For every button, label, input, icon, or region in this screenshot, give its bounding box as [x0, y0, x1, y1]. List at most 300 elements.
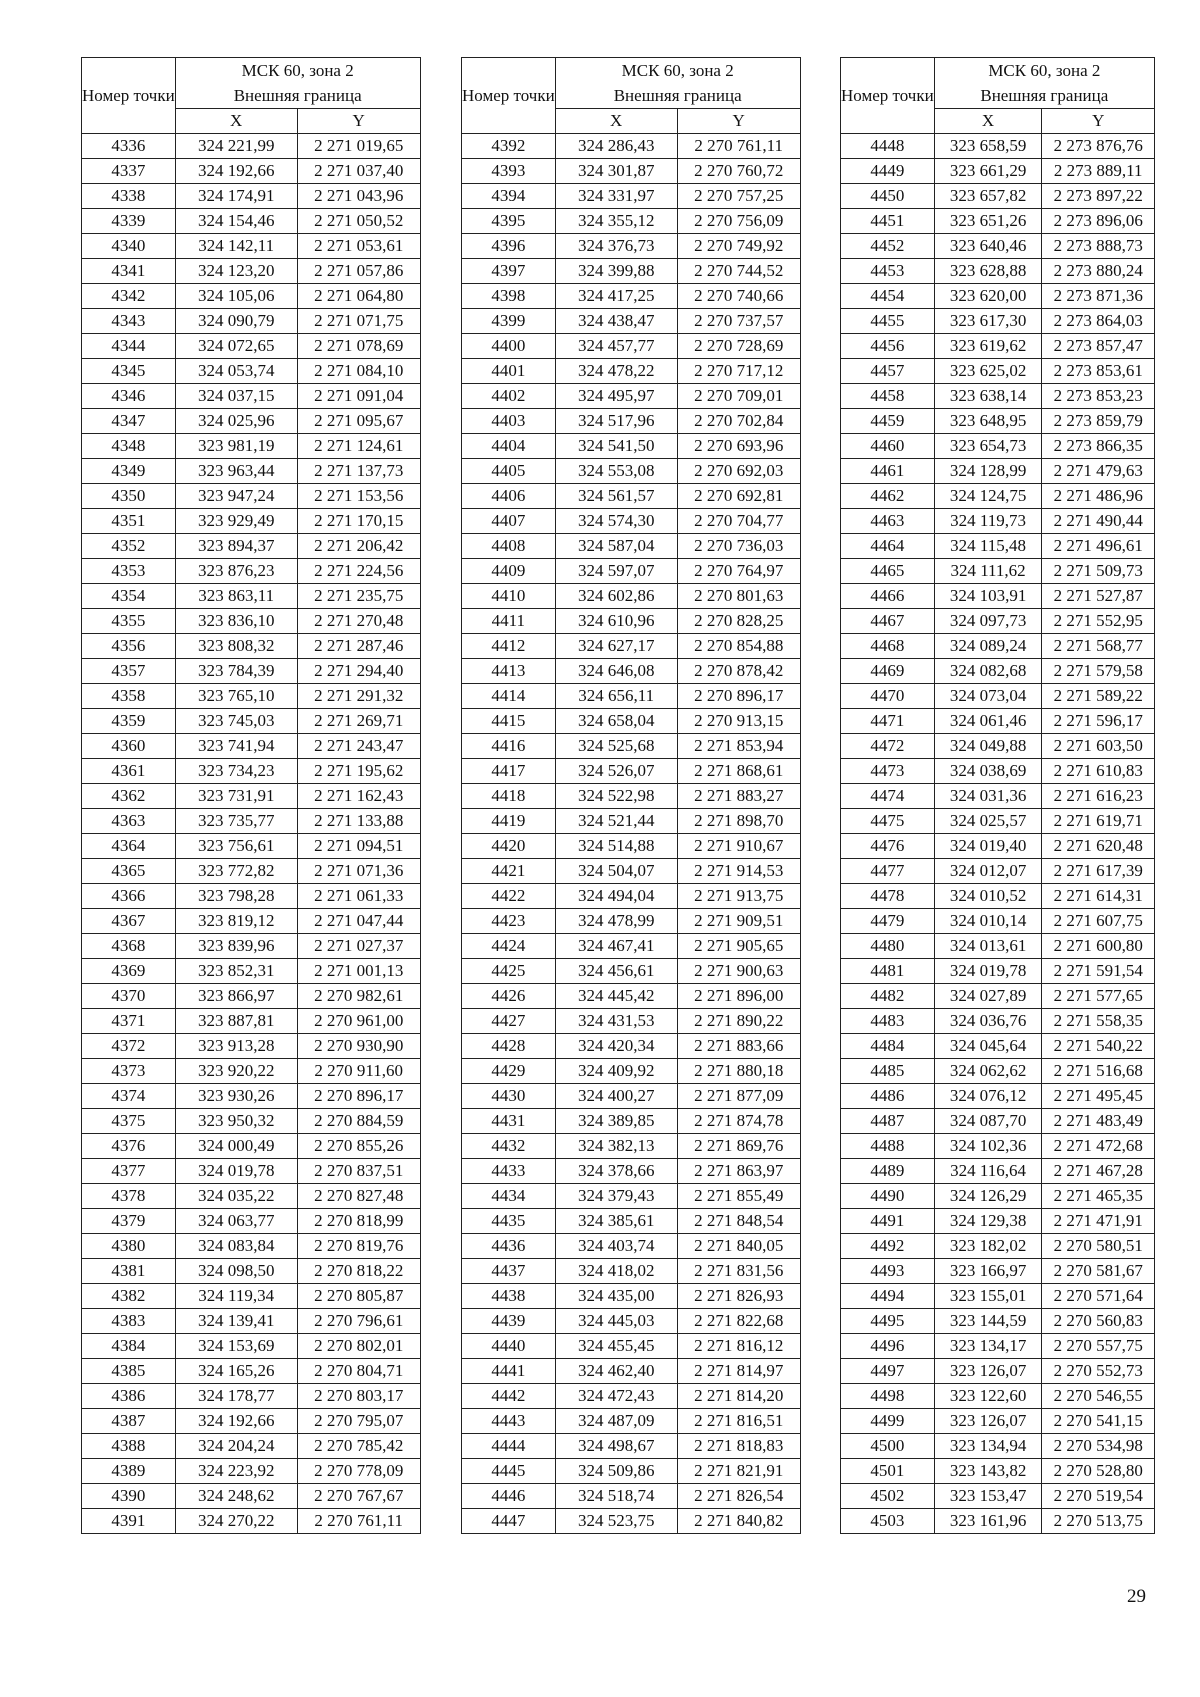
point-number-cell: 4360 [82, 734, 176, 759]
point-number-header: Номер точки [462, 58, 556, 134]
table-row [841, 1334, 1155, 1359]
y-coordinate-cell: 2 271 589,22 [1042, 684, 1155, 709]
table-row [82, 434, 421, 459]
y-coordinate-cell: 2 271 516,68 [1042, 1059, 1155, 1084]
point-number-cell: 4380 [82, 1234, 176, 1259]
x-coordinate-cell: 323 648,95 [934, 409, 1042, 434]
y-coordinate-cell: 2 270 778,09 [297, 1459, 420, 1484]
y-coordinate-cell: 2 271 853,94 [677, 734, 800, 759]
x-coordinate-cell: 324 063,77 [175, 1209, 297, 1234]
point-number-cell: 4491 [841, 1209, 935, 1234]
point-number-cell: 4489 [841, 1159, 935, 1184]
point-number-cell: 4353 [82, 559, 176, 584]
point-number-cell: 4403 [462, 409, 556, 434]
point-number-cell: 4379 [82, 1209, 176, 1234]
table-row [841, 1284, 1155, 1309]
table-row [841, 1459, 1155, 1484]
y-coordinate-cell: 2 273 880,24 [1042, 259, 1155, 284]
x-coordinate-cell: 324 049,88 [934, 734, 1042, 759]
table-body [841, 134, 1155, 1534]
point-number-cell: 4340 [82, 234, 176, 259]
point-number-cell: 4339 [82, 209, 176, 234]
point-number-cell: 4481 [841, 959, 935, 984]
table-row [841, 709, 1155, 734]
table-row [82, 359, 421, 384]
y-coordinate-cell: 2 270 767,67 [297, 1484, 420, 1509]
table-row [841, 459, 1155, 484]
table-row [82, 484, 421, 509]
point-number-cell: 4452 [841, 234, 935, 259]
y-coordinate-cell: 2 270 801,63 [677, 584, 800, 609]
x-coordinate-cell: 323 731,91 [175, 784, 297, 809]
table-row [841, 1084, 1155, 1109]
x-coordinate-cell: 323 619,62 [934, 334, 1042, 359]
x-coordinate-cell: 324 221,99 [175, 134, 297, 159]
point-number-cell: 4483 [841, 1009, 935, 1034]
y-coordinate-cell: 2 271 552,95 [1042, 609, 1155, 634]
x-coordinate-cell: 323 981,19 [175, 434, 297, 459]
point-number-cell: 4479 [841, 909, 935, 934]
table-row [462, 359, 801, 384]
point-number-cell: 4369 [82, 959, 176, 984]
y-coordinate-cell: 2 273 866,35 [1042, 434, 1155, 459]
x-coordinate-cell: 324 602,86 [555, 584, 677, 609]
point-number-cell: 4367 [82, 909, 176, 934]
x-coordinate-cell: 323 963,44 [175, 459, 297, 484]
table-row [462, 634, 801, 659]
y-coordinate-cell: 2 270 911,60 [297, 1059, 420, 1084]
x-coordinate-cell: 324 456,61 [555, 959, 677, 984]
point-number-cell: 4503 [841, 1509, 935, 1534]
table-row [82, 584, 421, 609]
point-number-cell: 4400 [462, 334, 556, 359]
y-coordinate-cell: 2 271 568,77 [1042, 634, 1155, 659]
x-coordinate-cell: 324 385,61 [555, 1209, 677, 1234]
point-number-cell: 4466 [841, 584, 935, 609]
table-row [462, 209, 801, 234]
y-coordinate-cell: 2 271 610,83 [1042, 759, 1155, 784]
y-coordinate-cell: 2 271 558,35 [1042, 1009, 1155, 1034]
y-coordinate-cell: 2 270 878,42 [677, 659, 800, 684]
x-coordinate-cell: 324 098,50 [175, 1259, 297, 1284]
y-coordinate-cell: 2 271 607,75 [1042, 909, 1155, 934]
y-coordinate-cell: 2 270 552,73 [1042, 1359, 1155, 1384]
y-coordinate-cell: 2 270 982,61 [297, 984, 420, 1009]
y-coordinate-cell: 2 273 853,23 [1042, 384, 1155, 409]
table-row [841, 1359, 1155, 1384]
x-coordinate-cell: 324 128,99 [934, 459, 1042, 484]
y-coordinate-cell: 2 270 692,03 [677, 459, 800, 484]
y-coordinate-cell: 2 271 170,15 [297, 509, 420, 534]
table-row [462, 1284, 801, 1309]
point-number-cell: 4414 [462, 684, 556, 709]
table-row [841, 1509, 1155, 1534]
table-row [462, 434, 801, 459]
table-row [841, 1059, 1155, 1084]
y-coordinate-cell: 2 271 913,75 [677, 884, 800, 909]
point-number-header: Номер точки [841, 58, 935, 134]
point-number-cell: 4363 [82, 809, 176, 834]
x-coordinate-cell: 323 161,96 [934, 1509, 1042, 1534]
y-coordinate-cell: 2 270 804,71 [297, 1359, 420, 1384]
point-number-cell: 4472 [841, 734, 935, 759]
y-header: Y [297, 109, 420, 134]
x-coordinate-cell: 324 129,38 [934, 1209, 1042, 1234]
point-number-cell: 4386 [82, 1384, 176, 1409]
x-coordinate-cell: 324 019,78 [934, 959, 1042, 984]
table-row [462, 709, 801, 734]
y-header: Y [1042, 109, 1155, 134]
table-row [841, 1209, 1155, 1234]
y-coordinate-cell: 2 271 479,63 [1042, 459, 1155, 484]
x-coordinate-cell: 324 089,24 [934, 634, 1042, 659]
point-number-cell: 4459 [841, 409, 935, 434]
x-coordinate-cell: 324 153,69 [175, 1334, 297, 1359]
table-row [82, 659, 421, 684]
table-row [462, 734, 801, 759]
y-coordinate-cell: 2 271 235,75 [297, 584, 420, 609]
y-coordinate-cell: 2 270 692,81 [677, 484, 800, 509]
point-number-cell: 4387 [82, 1409, 176, 1434]
y-coordinate-cell: 2 270 528,80 [1042, 1459, 1155, 1484]
table-row [462, 284, 801, 309]
coordinates-table-2 [461, 57, 801, 1534]
point-number-cell: 4442 [462, 1384, 556, 1409]
table-row [462, 259, 801, 284]
point-number-cell: 4357 [82, 659, 176, 684]
x-coordinate-cell: 324 192,66 [175, 159, 297, 184]
y-coordinate-cell: 2 271 540,22 [1042, 1034, 1155, 1059]
point-number-cell: 4453 [841, 259, 935, 284]
table-row [82, 134, 421, 159]
x-coordinate-cell: 324 124,75 [934, 484, 1042, 509]
x-coordinate-cell: 323 741,94 [175, 734, 297, 759]
y-coordinate-cell: 2 271 619,71 [1042, 809, 1155, 834]
point-number-cell: 4424 [462, 934, 556, 959]
table-row [462, 1059, 801, 1084]
x-coordinate-cell: 324 355,12 [555, 209, 677, 234]
table-row [841, 1484, 1155, 1509]
x-coordinate-cell: 324 019,78 [175, 1159, 297, 1184]
point-number-cell: 4439 [462, 1309, 556, 1334]
y-coordinate-cell: 2 271 509,73 [1042, 559, 1155, 584]
point-number-cell: 4485 [841, 1059, 935, 1084]
table-row [841, 484, 1155, 509]
x-coordinate-cell: 324 165,26 [175, 1359, 297, 1384]
point-number-cell: 4457 [841, 359, 935, 384]
x-coordinate-cell: 323 153,47 [934, 1484, 1042, 1509]
table-row [841, 859, 1155, 884]
x-coordinate-cell: 324 025,96 [175, 409, 297, 434]
x-coordinate-cell: 323 819,12 [175, 909, 297, 934]
point-number-cell: 4468 [841, 634, 935, 659]
point-number-cell: 4378 [82, 1184, 176, 1209]
x-coordinate-cell: 324 400,27 [555, 1084, 677, 1109]
x-coordinate-cell: 324 504,07 [555, 859, 677, 884]
point-number-cell: 4364 [82, 834, 176, 859]
point-number-cell: 4402 [462, 384, 556, 409]
point-number-cell: 4440 [462, 1334, 556, 1359]
point-number-cell: 4406 [462, 484, 556, 509]
x-coordinate-cell: 323 651,26 [934, 209, 1042, 234]
x-coordinate-cell: 324 076,12 [934, 1084, 1042, 1109]
x-coordinate-cell: 324 478,22 [555, 359, 677, 384]
point-number-cell: 4391 [82, 1509, 176, 1534]
point-number-cell: 4486 [841, 1084, 935, 1109]
x-coordinate-cell: 324 139,41 [175, 1309, 297, 1334]
point-number-cell: 4493 [841, 1259, 935, 1284]
x-coordinate-cell: 324 487,09 [555, 1409, 677, 1434]
y-coordinate-cell: 2 271 814,20 [677, 1384, 800, 1409]
x-coordinate-cell: 323 852,31 [175, 959, 297, 984]
table-row [841, 434, 1155, 459]
x-coordinate-cell: 324 111,62 [934, 559, 1042, 584]
table-row [462, 159, 801, 184]
point-number-cell: 4352 [82, 534, 176, 559]
table-row [82, 1109, 421, 1134]
y-coordinate-cell: 2 270 961,00 [297, 1009, 420, 1034]
table-row [82, 1434, 421, 1459]
table-row [462, 784, 801, 809]
y-coordinate-cell: 2 273 853,61 [1042, 359, 1155, 384]
point-number-cell: 4418 [462, 784, 556, 809]
coord-system-header: МСК 60, зона 2 Внешняя граница [175, 58, 420, 109]
x-coordinate-cell: 324 119,73 [934, 509, 1042, 534]
x-coordinate-cell: 324 072,65 [175, 334, 297, 359]
page-number: 29 [1127, 1586, 1146, 1607]
y-coordinate-cell: 2 273 857,47 [1042, 334, 1155, 359]
y-coordinate-cell: 2 271 495,45 [1042, 1084, 1155, 1109]
x-coordinate-cell: 324 038,69 [934, 759, 1042, 784]
x-coordinate-cell: 324 656,11 [555, 684, 677, 709]
y-coordinate-cell: 2 273 889,11 [1042, 159, 1155, 184]
point-number-cell: 4371 [82, 1009, 176, 1034]
point-number-cell: 4448 [841, 134, 935, 159]
point-number-cell: 4420 [462, 834, 556, 859]
table-row [841, 534, 1155, 559]
table-row [82, 759, 421, 784]
table-row [841, 1159, 1155, 1184]
table-row [841, 1009, 1155, 1034]
point-number-cell: 4431 [462, 1109, 556, 1134]
y-coordinate-cell: 2 270 764,97 [677, 559, 800, 584]
x-coordinate-cell: 323 134,94 [934, 1434, 1042, 1459]
point-number-cell: 4398 [462, 284, 556, 309]
table-row [462, 1209, 801, 1234]
point-number-cell: 4495 [841, 1309, 935, 1334]
point-number-cell: 4368 [82, 934, 176, 959]
table-row [841, 1184, 1155, 1209]
x-coordinate-cell: 324 431,53 [555, 1009, 677, 1034]
point-number-cell: 4427 [462, 1009, 556, 1034]
point-number-cell: 4370 [82, 984, 176, 1009]
x-coordinate-cell: 323 947,24 [175, 484, 297, 509]
x-coordinate-cell: 323 836,10 [175, 609, 297, 634]
point-number-cell: 4500 [841, 1434, 935, 1459]
table-row [841, 809, 1155, 834]
point-number-cell: 4425 [462, 959, 556, 984]
x-coordinate-cell: 324 025,57 [934, 809, 1042, 834]
point-number-cell: 4473 [841, 759, 935, 784]
x-coordinate-cell: 324 472,43 [555, 1384, 677, 1409]
table-row [841, 1409, 1155, 1434]
point-number-cell: 4377 [82, 1159, 176, 1184]
table-row [462, 1459, 801, 1484]
point-number-cell: 4492 [841, 1234, 935, 1259]
table-row [82, 1459, 421, 1484]
point-number-cell: 4432 [462, 1134, 556, 1159]
point-number-cell: 4351 [82, 509, 176, 534]
table-row [462, 884, 801, 909]
x-coordinate-cell: 324 509,86 [555, 1459, 677, 1484]
point-number-cell: 4409 [462, 559, 556, 584]
x-coordinate-cell: 324 090,79 [175, 309, 297, 334]
x-coordinate-cell: 323 640,46 [934, 234, 1042, 259]
y-coordinate-cell: 2 271 050,52 [297, 209, 420, 234]
table-row [82, 1034, 421, 1059]
point-number-cell: 4465 [841, 559, 935, 584]
y-coordinate-cell: 2 271 467,28 [1042, 1159, 1155, 1184]
point-number-cell: 4408 [462, 534, 556, 559]
table-row [841, 559, 1155, 584]
x-coordinate-cell: 324 019,40 [934, 834, 1042, 859]
table-row [462, 1259, 801, 1284]
table-row [82, 259, 421, 284]
x-coordinate-cell: 324 525,68 [555, 734, 677, 759]
y-coordinate-cell: 2 270 744,52 [677, 259, 800, 284]
y-coordinate-cell: 2 270 828,25 [677, 609, 800, 634]
table-row [82, 1509, 421, 1534]
table-row [841, 909, 1155, 934]
y-coordinate-cell: 2 270 736,03 [677, 534, 800, 559]
x-coordinate-cell: 324 417,25 [555, 284, 677, 309]
x-coordinate-cell: 323 155,01 [934, 1284, 1042, 1309]
point-number-cell: 4399 [462, 309, 556, 334]
y-coordinate-cell: 2 271 195,62 [297, 759, 420, 784]
table-row [841, 1234, 1155, 1259]
y-coordinate-cell: 2 271 603,50 [1042, 734, 1155, 759]
point-number-cell: 4454 [841, 284, 935, 309]
point-number-cell: 4502 [841, 1484, 935, 1509]
table-row [841, 984, 1155, 1009]
y-coordinate-cell: 2 271 869,76 [677, 1134, 800, 1159]
table-row [841, 1134, 1155, 1159]
point-number-cell: 4497 [841, 1359, 935, 1384]
x-coordinate-cell: 323 620,00 [934, 284, 1042, 309]
x-coordinate-cell: 324 517,96 [555, 409, 677, 434]
table-row [462, 1084, 801, 1109]
table-row [82, 884, 421, 909]
table-row [462, 559, 801, 584]
point-number-cell: 4366 [82, 884, 176, 909]
point-number-cell: 4385 [82, 1359, 176, 1384]
x-header: X [175, 109, 297, 134]
point-number-cell: 4498 [841, 1384, 935, 1409]
table-row [462, 309, 801, 334]
x-coordinate-cell: 324 174,91 [175, 184, 297, 209]
table-row [841, 1259, 1155, 1284]
y-coordinate-cell: 2 270 761,11 [677, 134, 800, 159]
table-row [841, 309, 1155, 334]
point-number-cell: 4499 [841, 1409, 935, 1434]
point-number-cell: 4349 [82, 459, 176, 484]
x-coordinate-cell: 324 382,13 [555, 1134, 677, 1159]
x-coordinate-cell: 324 142,11 [175, 234, 297, 259]
table-row [82, 1009, 421, 1034]
table-row [82, 784, 421, 809]
point-number-cell: 4477 [841, 859, 935, 884]
x-coordinate-cell: 324 286,43 [555, 134, 677, 159]
x-coordinate-cell: 323 887,81 [175, 1009, 297, 1034]
table-row [82, 1384, 421, 1409]
x-coordinate-cell: 324 116,64 [934, 1159, 1042, 1184]
y-coordinate-cell: 2 271 064,80 [297, 284, 420, 309]
x-coordinate-cell: 323 920,22 [175, 1059, 297, 1084]
table-row [82, 809, 421, 834]
y-coordinate-cell: 2 271 037,40 [297, 159, 420, 184]
x-coordinate-cell: 324 435,00 [555, 1284, 677, 1309]
point-number-cell: 4392 [462, 134, 556, 159]
point-number-cell: 4496 [841, 1334, 935, 1359]
y-coordinate-cell: 2 271 019,65 [297, 134, 420, 159]
point-number-cell: 4381 [82, 1259, 176, 1284]
table-row [462, 1309, 801, 1334]
x-coordinate-cell: 323 863,11 [175, 584, 297, 609]
y-coordinate-cell: 2 273 876,76 [1042, 134, 1155, 159]
point-number-cell: 4422 [462, 884, 556, 909]
table-row [841, 1384, 1155, 1409]
point-number-cell: 4338 [82, 184, 176, 209]
point-number-cell: 4421 [462, 859, 556, 884]
table-row [82, 734, 421, 759]
table-row [82, 234, 421, 259]
table-row [462, 1509, 801, 1534]
y-coordinate-cell: 2 271 914,53 [677, 859, 800, 884]
x-coordinate-cell: 324 115,48 [934, 534, 1042, 559]
y-coordinate-cell: 2 270 760,72 [677, 159, 800, 184]
y-coordinate-cell: 2 271 071,36 [297, 859, 420, 884]
y-coordinate-cell: 2 270 896,17 [297, 1084, 420, 1109]
point-number-cell: 4346 [82, 384, 176, 409]
x-coordinate-cell: 324 445,03 [555, 1309, 677, 1334]
y-coordinate-cell: 2 270 749,92 [677, 234, 800, 259]
x-coordinate-cell: 323 617,30 [934, 309, 1042, 334]
point-number-cell: 4446 [462, 1484, 556, 1509]
point-number-cell: 4350 [82, 484, 176, 509]
table-row [841, 159, 1155, 184]
table-row [462, 134, 801, 159]
x-coordinate-cell: 324 457,77 [555, 334, 677, 359]
x-coordinate-cell: 323 182,02 [934, 1234, 1042, 1259]
x-coordinate-cell: 323 654,73 [934, 434, 1042, 459]
table-row [82, 1134, 421, 1159]
y-coordinate-cell: 2 271 095,67 [297, 409, 420, 434]
table-row [82, 309, 421, 334]
y-coordinate-cell: 2 271 047,44 [297, 909, 420, 934]
table-row [462, 1234, 801, 1259]
point-number-cell: 4474 [841, 784, 935, 809]
y-coordinate-cell: 2 271 094,51 [297, 834, 420, 859]
point-number-cell: 4471 [841, 709, 935, 734]
point-number-cell: 4358 [82, 684, 176, 709]
point-number-cell: 4451 [841, 209, 935, 234]
point-number-cell: 4393 [462, 159, 556, 184]
x-coordinate-cell: 324 119,34 [175, 1284, 297, 1309]
x-coordinate-cell: 324 418,02 [555, 1259, 677, 1284]
point-number-cell: 4410 [462, 584, 556, 609]
point-number-cell: 4411 [462, 609, 556, 634]
table-row [841, 609, 1155, 634]
